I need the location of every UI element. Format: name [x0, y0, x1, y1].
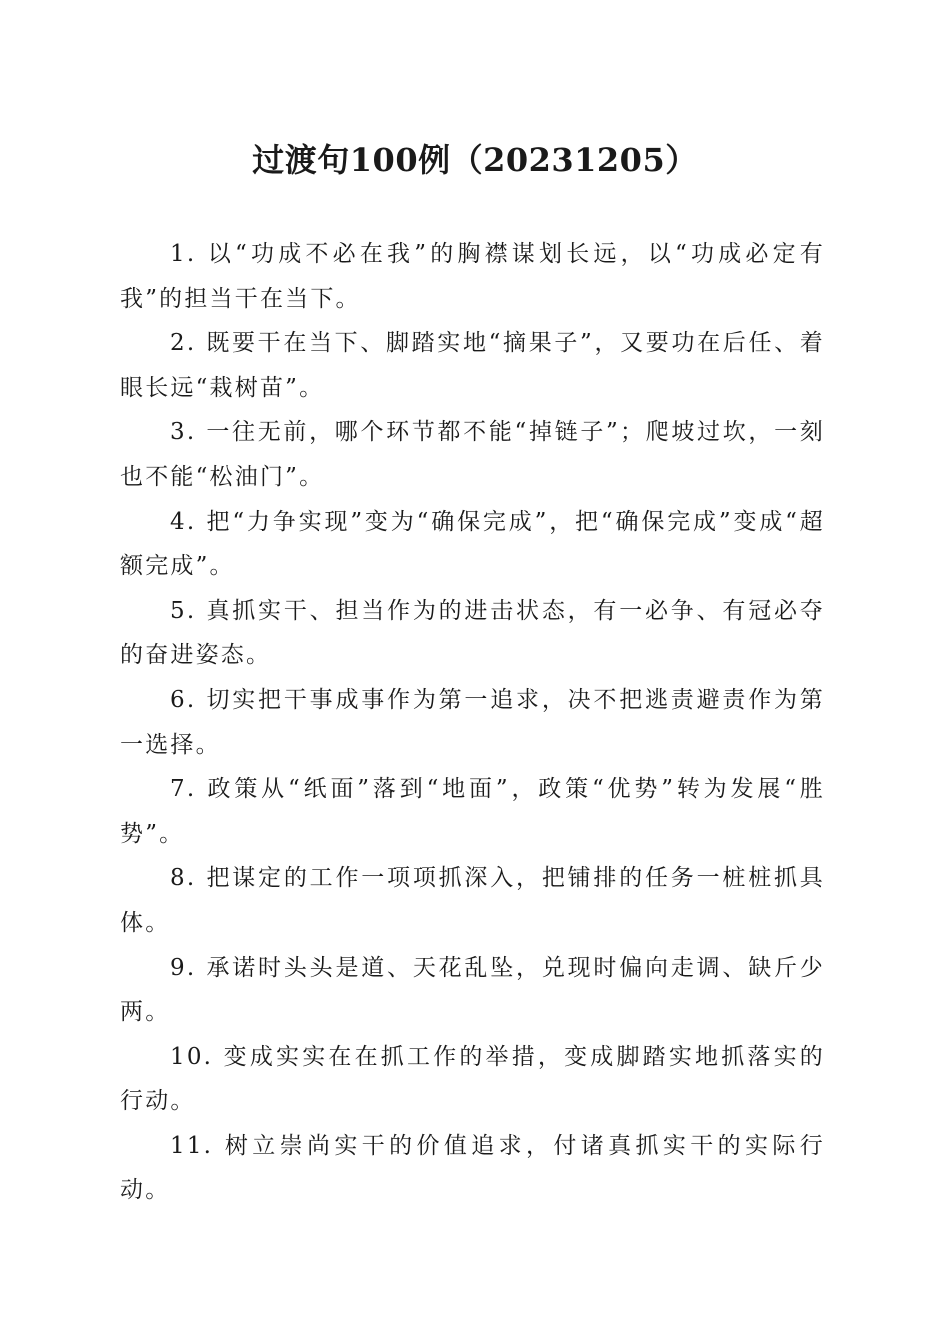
- list-item: 8. 把谋定的工作一项项抓深入，把铺排的任务一桩桩抓具体。: [120, 865, 825, 936]
- list-item: 5. 真抓实干、担当作为的进击状态，有一必争、有冠必夺的奋进姿态。: [120, 597, 825, 669]
- list-item: 3. 一往无前，哪个环节都不能“掉链子”；爬坡过坎，一刻也不能“松油门”。: [120, 419, 825, 490]
- list-item: 7. 政策从“纸面”落到“地面”，政策“优势”转为发展“胜势”。: [120, 776, 825, 847]
- list-item: 2. 既要干在当下、脚踏实地“摘果子”，又要功在后任、着眼长远“栽树苗”。: [120, 330, 825, 401]
- list-item: 10. 变成实实在在抓工作的举措，变成脚踏实地抓落实的行动。: [120, 1043, 825, 1115]
- document-title: 过渡句100例（20231205）: [252, 141, 698, 179]
- list-item: 6. 切实把干事成事作为第一追求，决不把逃责避责作为第一选择。: [120, 686, 825, 758]
- list-item: 4. 把“力争实现”变为“确保完成”，把“确保完成”变成“超额完成”。: [120, 508, 825, 580]
- list-item: 1. 以“功成不必在我”的胸襟谋划长远，以“功成必定有我”的担当干在当下。: [120, 241, 825, 312]
- document-body: [120, 232, 825, 1213]
- list-item: 9. 承诺时头头是道、天花乱坠，兑现时偏向走调、缺斤少两。: [120, 954, 825, 1026]
- list-item: 11. 树立崇尚实干的价值追求，付诸真抓实干的实际行动。: [120, 1132, 825, 1204]
